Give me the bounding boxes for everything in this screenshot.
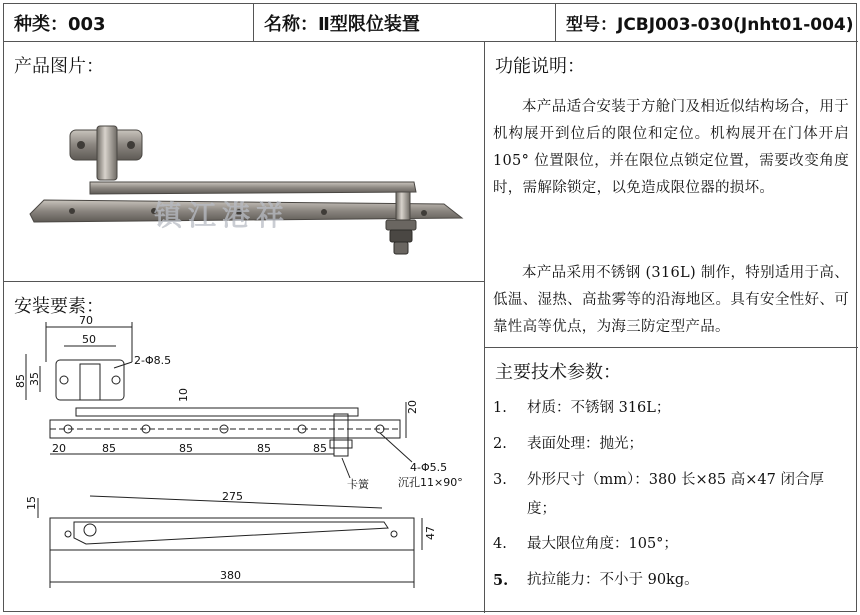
- lock-ring-1: [386, 220, 416, 230]
- drawing-hinge: [80, 364, 100, 400]
- spec-number: 3.: [493, 472, 507, 488]
- drawing-lock-ring: [330, 440, 352, 448]
- upper-arm: [90, 182, 416, 194]
- install-drawing-panel: [4, 282, 485, 613]
- dim-275: 275: [222, 490, 243, 503]
- model-number: 型号：JCBJ003-030(Jnht01-004): [566, 15, 854, 35]
- dim-hole: 2-Φ8.5: [134, 354, 172, 367]
- bracket-hole-left: [77, 141, 85, 149]
- dim-50: 50: [82, 333, 96, 346]
- dim-15: 15: [25, 496, 38, 510]
- spec-number: 4.: [493, 536, 507, 552]
- drawing-bracket-hole-r: [112, 376, 120, 384]
- drawing-side-plate: [50, 518, 414, 550]
- model-cell: [556, 4, 858, 42]
- technical-drawing: [4, 282, 485, 613]
- drawing-side-hole-r: [391, 531, 397, 537]
- specs-title: 主要技术参数：: [495, 362, 621, 383]
- dim-70: 70: [79, 314, 93, 327]
- leader-hole: [114, 362, 132, 368]
- dim-47: 47: [424, 526, 437, 540]
- photo-title: 产品图片：: [14, 56, 104, 77]
- drawing-side-arm: [74, 522, 388, 544]
- category-label: 种类：003: [14, 13, 106, 35]
- spec-number: 5.: [493, 572, 509, 589]
- dim-20v: 20: [406, 400, 419, 414]
- drawing-side-hole-l: [65, 531, 71, 537]
- dim-spring: 卡簧: [347, 478, 369, 491]
- spec-text: 表面处理：抛光；: [527, 436, 643, 452]
- product-photo-panel: [4, 42, 485, 282]
- spec-text: 抗拉能力：不小于 90kg。: [527, 572, 699, 588]
- leader-holes4: [380, 433, 412, 462]
- lock-ring-2: [390, 230, 412, 242]
- lock-knob: [394, 242, 408, 254]
- dim-85-3: 85: [257, 442, 271, 455]
- leader-spring: [342, 458, 350, 478]
- dim-85-4: 85: [313, 442, 327, 455]
- function-title: 功能说明：: [495, 56, 585, 77]
- dim-10: 10: [177, 388, 190, 402]
- spec-text: 外形尺寸（mm）：380 长×85 高×47 闭合厚度；: [527, 472, 824, 517]
- spec-item: [493, 566, 851, 595]
- dim-380: 380: [220, 569, 241, 582]
- spec-item: [493, 466, 851, 524]
- drawing-bracket-hole-l: [60, 376, 68, 384]
- spec-item: [493, 394, 851, 423]
- dim-20: 20: [52, 442, 66, 455]
- plate-hole-1: [69, 208, 75, 214]
- product-spec-sheet: [3, 3, 857, 612]
- dim-85v: 85: [14, 374, 27, 388]
- dim-countersink: 沉孔11×90°: [398, 476, 463, 489]
- spec-number: 1.: [493, 400, 507, 416]
- dim-35: 35: [28, 372, 41, 386]
- plate-hole-4: [321, 209, 327, 215]
- spec-text: 最大限位角度：105°；: [527, 536, 678, 552]
- spec-text: 材质：不锈钢 316L；: [527, 400, 671, 416]
- spec-item: [493, 530, 851, 559]
- category-cell: [4, 4, 254, 42]
- spec-number: 2.: [493, 436, 507, 452]
- watermark: 镇江港祥: [154, 199, 291, 232]
- drawing-side-pivot: [84, 524, 96, 536]
- plate-hole-5: [421, 210, 427, 216]
- product-photo: [4, 42, 485, 282]
- dim-85-1: 85: [102, 442, 116, 455]
- specs-panel: [485, 348, 858, 613]
- bracket-hole-right: [127, 141, 135, 149]
- lock-shaft: [396, 192, 410, 220]
- function-panel: [485, 42, 858, 348]
- dim-85-2: 85: [179, 442, 193, 455]
- drawing-bracket: [56, 360, 124, 400]
- install-title: 安装要素：: [14, 296, 104, 317]
- dim-holes4: 4-Φ5.5: [410, 461, 448, 474]
- drawing-arm: [76, 408, 358, 416]
- product-name: 名称：Ⅱ型限位装置: [264, 13, 420, 35]
- function-paragraph-2: 本产品采用不锈钢 (316L) 制作，特别适用于高、低温、湿热、高盐雾等的沿海地区。具有安全性好、可靠性高等优点，为海三防定型产品。: [493, 265, 849, 335]
- name-cell: [254, 4, 556, 42]
- function-paragraph-1: 本产品适合安装于方舱门及相近似结构场合，用于机构展开到位后的限位和定位。机构展开在门体开启 105° 位置限位，并在限位点锁定位置，需要改变角度时，需解除锁定，以免造成限位器的损坏。: [493, 99, 849, 196]
- spec-item: [493, 430, 851, 459]
- hinge-pin: [97, 126, 117, 180]
